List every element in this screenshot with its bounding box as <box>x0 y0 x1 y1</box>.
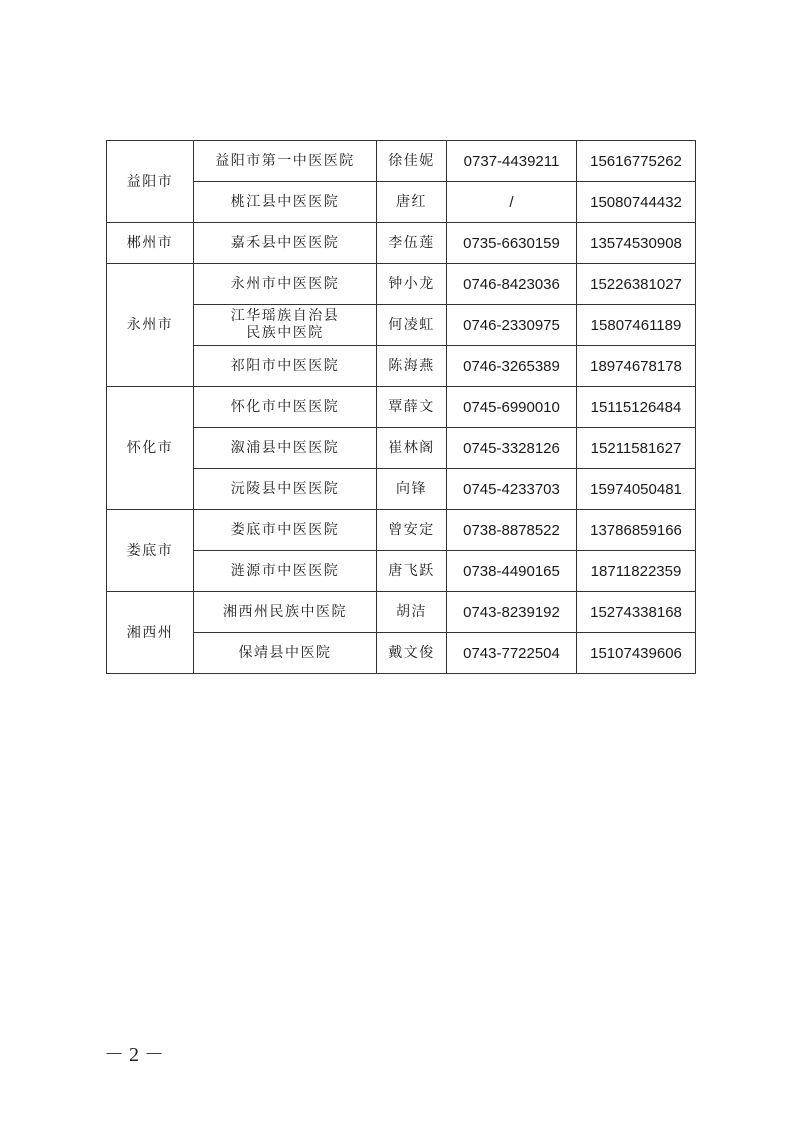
table-row <box>107 428 696 469</box>
mobile-cell: 15107439606 <box>577 633 696 674</box>
city-cell: 湘西州 <box>107 592 194 674</box>
hospital-cell: 湘西州民族中医院 <box>194 592 377 633</box>
city-cell: 娄底市 <box>107 510 194 592</box>
landline-cell: 0735-6630159 <box>447 223 577 264</box>
mobile-cell: 15616775262 <box>577 141 696 182</box>
contact-person-cell: 胡洁 <box>377 592 447 633</box>
table-row <box>107 387 696 428</box>
landline-cell: 0743-8239192 <box>447 592 577 633</box>
hospital-cell: 益阳市第一中医医院 <box>194 141 377 182</box>
landline-cell: 0746-2330975 <box>447 305 577 346</box>
mobile-cell: 13574530908 <box>577 223 696 264</box>
hospital-contact-table <box>106 140 696 674</box>
contact-person-cell: 唐飞跃 <box>377 551 447 592</box>
hospital-cell: 桃江县中医医院 <box>194 182 377 223</box>
landline-cell: / <box>447 182 577 223</box>
landline-cell: 0746-8423036 <box>447 264 577 305</box>
hospital-name-line-1: 江华瑶族自治县 <box>230 308 340 324</box>
landline-cell: 0738-8878522 <box>447 510 577 551</box>
contact-person-cell: 何凌虹 <box>377 305 447 346</box>
table-row <box>107 223 696 264</box>
table-row <box>107 182 696 223</box>
table-row <box>107 592 696 633</box>
mobile-cell: 15211581627 <box>577 428 696 469</box>
mobile-cell: 15080744432 <box>577 182 696 223</box>
city-cell: 永州市 <box>107 264 194 387</box>
city-cell: 怀化市 <box>107 387 194 510</box>
mobile-cell: 18974678178 <box>577 346 696 387</box>
hospital-cell: 溆浦县中医医院 <box>194 428 377 469</box>
hospital-cell: 怀化市中医医院 <box>194 387 377 428</box>
contact-person-cell: 陈海燕 <box>377 346 447 387</box>
city-cell: 郴州市 <box>107 223 194 264</box>
landline-cell: 0745-4233703 <box>447 469 577 510</box>
table-row <box>107 346 696 387</box>
contact-person-cell: 向锋 <box>377 469 447 510</box>
hospital-cell: 嘉禾县中医医院 <box>194 223 377 264</box>
landline-cell: 0745-6990010 <box>447 387 577 428</box>
contact-person-cell: 崔林阁 <box>377 428 447 469</box>
page-number: － 2 － <box>104 1044 164 1066</box>
table-row <box>107 264 696 305</box>
hospital-name-line-2: 民族中医院 <box>246 325 324 341</box>
contact-person-cell: 徐佳妮 <box>377 141 447 182</box>
mobile-cell: 15807461189 <box>577 305 696 346</box>
hospital-cell: 涟源市中医医院 <box>194 551 377 592</box>
landline-cell: 0738-4490165 <box>447 551 577 592</box>
table-row <box>107 510 696 551</box>
landline-cell: 0743-7722504 <box>447 633 577 674</box>
hospital-cell: 娄底市中医医院 <box>194 510 377 551</box>
contact-person-cell: 钟小龙 <box>377 264 447 305</box>
table-row <box>107 141 696 182</box>
table-row <box>107 469 696 510</box>
contact-person-cell: 覃薛文 <box>377 387 447 428</box>
mobile-cell: 15974050481 <box>577 469 696 510</box>
mobile-cell: 13786859166 <box>577 510 696 551</box>
mobile-cell: 15115126484 <box>577 387 696 428</box>
hospital-cell: 永州市中医医院 <box>194 264 377 305</box>
contact-person-cell: 李伍莲 <box>377 223 447 264</box>
city-cell: 益阳市 <box>107 141 194 223</box>
hospital-cell: 祁阳市中医医院 <box>194 346 377 387</box>
table-row <box>107 305 696 346</box>
landline-cell: 0745-3328126 <box>447 428 577 469</box>
mobile-cell: 15226381027 <box>577 264 696 305</box>
landline-cell: 0746-3265389 <box>447 346 577 387</box>
hospital-cell: 沅陵县中医医院 <box>194 469 377 510</box>
landline-cell: 0737-4439211 <box>447 141 577 182</box>
mobile-cell: 18711822359 <box>577 551 696 592</box>
table-row <box>107 633 696 674</box>
contact-person-cell: 曾安定 <box>377 510 447 551</box>
contact-person-cell: 唐红 <box>377 182 447 223</box>
mobile-cell: 15274338168 <box>577 592 696 633</box>
hospital-cell: 保靖县中医院 <box>194 633 377 674</box>
table-row <box>107 551 696 592</box>
contact-person-cell: 戴文俊 <box>377 633 447 674</box>
hospital-cell <box>194 305 377 346</box>
